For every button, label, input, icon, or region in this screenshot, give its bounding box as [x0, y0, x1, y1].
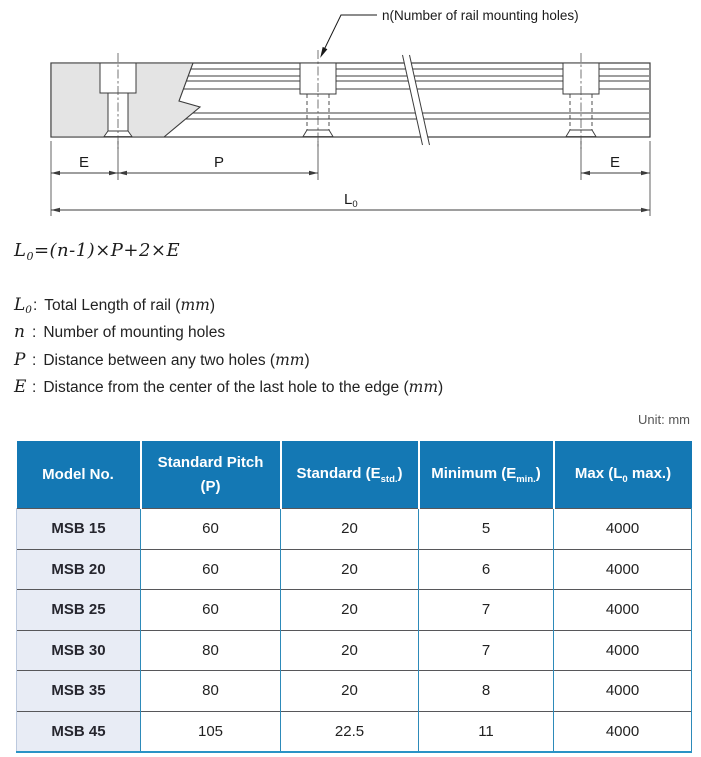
cell-minimum-e: 7 — [419, 630, 554, 671]
cell-minimum-e: 11 — [419, 711, 554, 752]
cell-standard-e: 20 — [281, 630, 419, 671]
cell-minimum-e: 8 — [419, 671, 554, 712]
leader-arrowhead — [320, 47, 327, 58]
annotation-label: n(Number of rail mounting holes) — [382, 8, 579, 23]
cell-max-l0: 4000 — [554, 671, 692, 712]
symbol-definitions — [14, 295, 443, 405]
table-row — [17, 671, 692, 712]
cell-standard-e: 20 — [281, 549, 419, 590]
cell-pitch: 80 — [141, 671, 281, 712]
formula-lhs-subscript: 0 — [26, 250, 34, 263]
cell-model: MSB 20 — [17, 549, 141, 590]
cell-model: MSB 25 — [17, 590, 141, 631]
cell-pitch: 60 — [141, 590, 281, 631]
cell-minimum-e: 6 — [419, 549, 554, 590]
cell-max-l0: 4000 — [554, 509, 692, 550]
cell-model: MSB 35 — [17, 671, 141, 712]
cell-model: MSB 30 — [17, 630, 141, 671]
dim-label-l0: $L_0$ — [344, 191, 358, 210]
col-header-pitch: Standard Pitch (P) — [141, 441, 281, 509]
cell-pitch: 105 — [141, 711, 281, 752]
cell-minimum-e: 5 — [419, 509, 554, 550]
cell-max-l0: 4000 — [554, 630, 692, 671]
table-row — [17, 630, 692, 671]
col-header-max-l0: Max ($L_0$ max.) — [554, 441, 692, 509]
definition-n: n : Number of mounting holes — [14, 322, 226, 343]
cell-model: MSB 45 — [17, 711, 141, 752]
dim-label-e-left: E — [78, 154, 90, 171]
rail-diagram-svg — [0, 0, 701, 232]
table-row — [17, 590, 692, 631]
annotation-leader — [320, 8, 578, 58]
dim-label-e-right: E — [609, 154, 621, 171]
cell-max-l0: 4000 — [554, 590, 692, 631]
dimension-e-left — [51, 154, 118, 175]
definition-p: P : Distance between any two holes (mm) — [14, 349, 310, 370]
col-header-minimum-e: Minimum $(E_{min.})$ — [419, 441, 554, 509]
cell-standard-e: 20 — [281, 509, 419, 550]
table-row — [17, 509, 692, 550]
cell-pitch: 80 — [141, 630, 281, 671]
dimension-e-right — [581, 154, 650, 175]
cell-pitch: 60 — [141, 509, 281, 550]
cell-model: MSB 15 — [17, 509, 141, 550]
table-row — [17, 711, 692, 752]
formula-lhs: L — [14, 240, 27, 261]
table-row — [17, 549, 692, 590]
definition-e: E : Distance from the center of the last hole to the edge (mm) — [14, 377, 444, 398]
cell-minimum-e: 7 — [419, 590, 554, 631]
dimension-l0 — [51, 191, 650, 212]
cell-standard-e: 20 — [281, 671, 419, 712]
def-term: E — [14, 377, 27, 398]
table-header-row — [17, 441, 692, 509]
rail-spec-table — [16, 441, 692, 753]
rail-diagram — [0, 0, 701, 232]
definition-l0: $L_0$: Total Length of rail (mm) — [14, 295, 216, 316]
unit-note: Unit: mm — [638, 412, 690, 427]
cell-standard-e: 22.5 — [281, 711, 419, 752]
def-term: n — [14, 322, 25, 343]
dim-label-p: P — [213, 154, 225, 171]
cell-max-l0: 4000 — [554, 711, 692, 752]
def-term: $L_0$ — [14, 295, 32, 316]
length-formula — [14, 240, 180, 263]
cell-max-l0: 4000 — [554, 549, 692, 590]
cell-pitch: 60 — [141, 549, 281, 590]
rail-cross-section — [51, 63, 200, 137]
def-term: P — [14, 349, 26, 370]
dimension-p — [118, 154, 318, 175]
formula-rhs: =(n-1)×P+2×E — [33, 240, 181, 261]
col-header-standard-e: Standard $(E_{std.})$ — [281, 441, 419, 509]
col-header-model: Model No. — [17, 441, 141, 509]
cell-standard-e: 20 — [281, 590, 419, 631]
